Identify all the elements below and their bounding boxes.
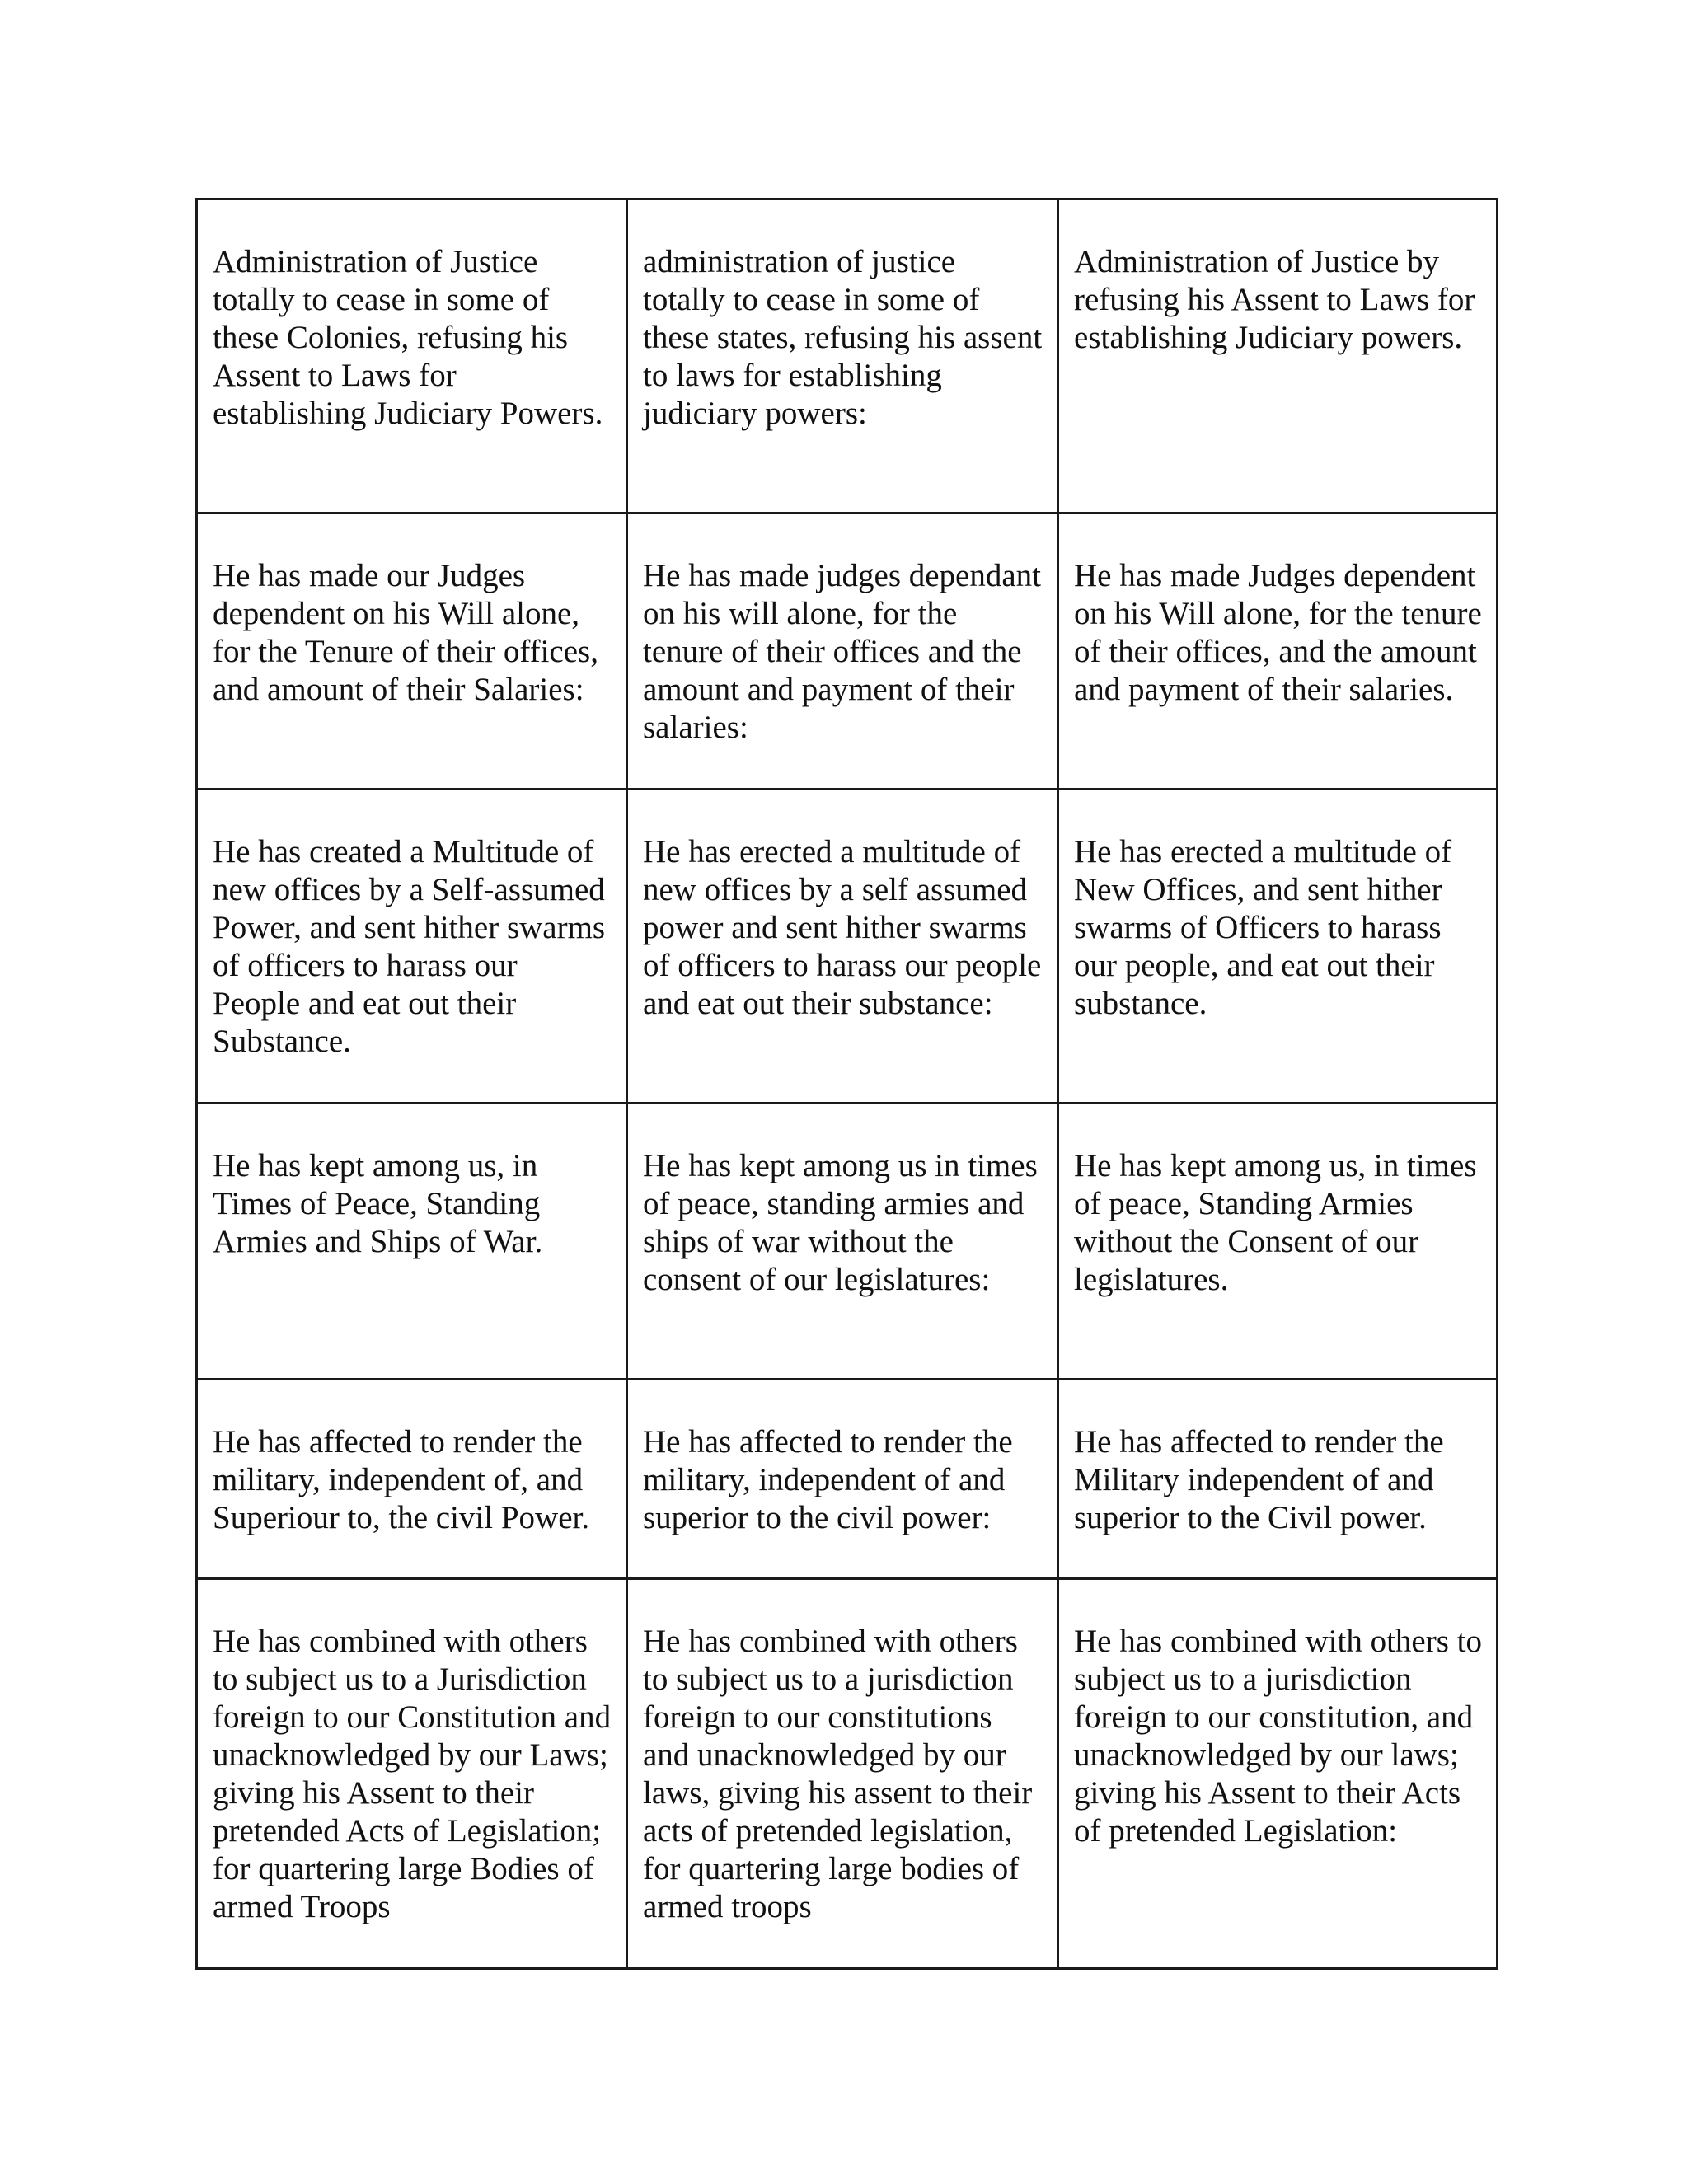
table-cell (197, 1579, 627, 1969)
table-cell (197, 790, 627, 1104)
cell-text: administration of justice totally to cease in some of these states, refusing his assent to laws for establishing judiciary powers: (643, 244, 1043, 431)
table-cell (197, 1380, 627, 1579)
table-cell (197, 1104, 627, 1380)
cell-text: He has combined with others to subject us to a Jurisdiction foreign to our Constitution and unacknowledged by our Laws; giving his Assent to their pretended Acts of Legislation; for quartering large Bodies of armed Troops (213, 1624, 612, 1924)
cell-text: He has affected to render the military, independent of, and Superiour to, the civil Power. (213, 1424, 590, 1535)
cell-text: He has kept among us, in Times of Peace, Standing Armies and Ships of War. (213, 1148, 543, 1259)
table-cell (197, 199, 627, 513)
cell-text: He has combined with others to subject us to a jurisdiction foreign to our constitution, and unacknowledged by our laws; giving his Assent to their Acts of pretended Legislation: (1074, 1624, 1482, 1849)
cell-text: He has kept among us, in times of peace, Standing Armies without the Consent of our legislatures. (1074, 1148, 1477, 1297)
table-cell (627, 1380, 1058, 1579)
table-cell (1058, 1579, 1498, 1969)
table-row (197, 1380, 1498, 1579)
cell-text: He has affected to render the Military independent of and superior to the Civil power. (1074, 1424, 1444, 1535)
cell-text: He has erected a multitude of New Offices, and sent hither swarms of Officers to harass our people, and eat out their substance. (1074, 834, 1452, 1021)
cell-text: Administration of Justice totally to cease in some of these Colonies, refusing his Assent to Laws for establishing Judiciary Powers. (213, 244, 603, 431)
comparison-table (195, 198, 1498, 1970)
table-cell (627, 790, 1058, 1104)
cell-text: He has made judges dependant on his will alone, for the tenure of their offices and the amount and payment of their salaries: (643, 558, 1042, 745)
table-cell (627, 1104, 1058, 1380)
table-cell (627, 1579, 1058, 1969)
table-cell (1058, 790, 1498, 1104)
cell-text: He has affected to render the military, independent of and superior to the civil power: (643, 1424, 1013, 1535)
cell-text: He has made Judges dependent on his Will alone, for the tenure of their offices, and the amount and payment of their salaries. (1074, 558, 1482, 707)
table-row (197, 513, 1498, 790)
cell-text: He has erected a multitude of new offices by a self assumed power and sent hither swarms of officers to harass our people and eat out their substance: (643, 834, 1042, 1021)
cell-text: He has kept among us in times of peace, standing armies and ships of war without the consent of our legislatures: (643, 1148, 1038, 1297)
cell-text: He has made our Judges dependent on his Will alone, for the Tenure of their offices, and amount of their Salaries: (213, 558, 598, 707)
table-cell (1058, 1104, 1498, 1380)
table-cell (1058, 1380, 1498, 1579)
table-cell (1058, 199, 1498, 513)
table-row (197, 1579, 1498, 1969)
cell-text: He has created a Multitude of new offices by a Self-assumed Power, and sent hither swarms of officers to harass our People and eat out their Substance. (213, 834, 606, 1059)
table-row (197, 1104, 1498, 1380)
table-cell (627, 513, 1058, 790)
cell-text: He has combined with others to subject us to a jurisdiction foreign to our constitutions and unacknowledged by our laws, giving his assent to their acts of pretended legislation, for quartering large bodies of armed troops (643, 1624, 1033, 1924)
table-cell (627, 199, 1058, 513)
table-cell (1058, 513, 1498, 790)
table-row (197, 199, 1498, 513)
table-cell (197, 513, 627, 790)
cell-text: Administration of Justice by refusing his Assent to Laws for establishing Judiciary powers. (1074, 244, 1475, 355)
table-row (197, 790, 1498, 1104)
